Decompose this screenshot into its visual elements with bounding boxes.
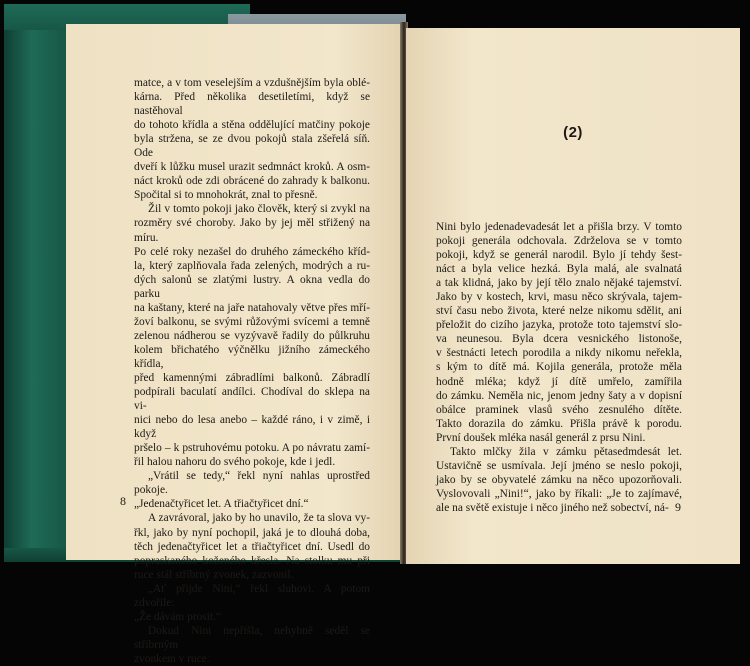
- text-line: byla stržena, se ze dvou pokojů stala zšeřelá síň. Ode: [134, 133, 370, 160]
- text-line: nici nebo do lesa anebo – každé ráno, i v zimě, i když: [134, 414, 370, 441]
- text-line: kárna. Před několika desetiletími, když se nastěhoval: [134, 91, 370, 118]
- text-line: jako by se obyvatelé zámku na něco upozorňovali.: [436, 473, 682, 486]
- text-line: „Že dávám prosit.“: [134, 610, 221, 623]
- text-line: náct kroků ode zdi obrácené do zahrady k balkonu.: [134, 175, 370, 188]
- text-line: popraskaného koženého křesla. Na stolku mu při: [134, 554, 370, 567]
- text-line: podpírali baculatí andílci. Chodíval do sklepa na vi-: [134, 386, 370, 413]
- text-line: „Ať přijde Nini,“ řekl sluhovi. A potom zdvořile:: [134, 582, 370, 609]
- text-line: pokoji, když se generál narodil. Bylo jí tehdy šest-: [436, 249, 682, 262]
- text-line: ruce stál stříbrný zvonek, zazvonil.: [134, 568, 294, 581]
- text-line: „Vrátil se tedy,“ řekl nyní nahlas uprostřed pokoje.: [134, 470, 370, 497]
- left-page: [66, 24, 402, 665]
- text-line: náct a byla velice hezká. Byla malá, ale svalnatá: [436, 263, 682, 276]
- text-line: pokoji generála odchovala. Zdrželova se v tomto: [436, 235, 682, 248]
- text-line: rozměry své choroby. Jako by jej měl střižený na míru.: [134, 217, 370, 244]
- text-line: Vyslovovali „Nini!“, jako by říkali: „Je to zajímavé,: [436, 487, 682, 500]
- text-line: řil halou nahoru do svého pokoje, kde i jedl.: [134, 456, 336, 469]
- text-line: Takto dorazila do zámku. Přišla právě k porodu.: [436, 417, 682, 430]
- text-line: První doušek mléka nasál generál z prsu Nini.: [436, 431, 646, 444]
- text-line: Žil v tomto pokoji jako člověk, který si zvykl na: [148, 203, 370, 216]
- text-line: kolem břichatého výčnělku jižního zámeckého křídla,: [134, 343, 370, 370]
- text-line: před kamennými zábradlími balkonů. Zábradlí: [134, 371, 370, 384]
- text-line: obálce praminek vlasů svého zesnulého dítěte.: [436, 403, 682, 416]
- text-line: „Jedenačtyřicet let. A třiačtyřicet dní.“: [134, 498, 309, 511]
- text-line: těch jedenačtyřicet let a třiačtyřicet dní. Usedl do: [134, 540, 370, 553]
- text-line: žoví balkonu, se svými růžovými svícemi a temně: [134, 315, 370, 328]
- chapter-heading: (2): [563, 124, 583, 141]
- text-line: ale na světě existuje i něco jiného než sobectví, ná-: [436, 501, 669, 514]
- text-line: va neunesou. Byla dcera vesnického listonoše,: [436, 333, 682, 346]
- text-line: a tak klidná, jako by její tělo znalo nějaké tajemství.: [436, 277, 682, 290]
- left-page-text: [134, 76, 370, 666]
- text-line: Takto mlčky žila v zámku pětasedmdesát let.: [450, 445, 682, 458]
- text-line: matce, a v tom veselejším a vzdušnějším byla oblé-: [134, 77, 370, 89]
- text-line: Jako by v kostech, krvi, masu něco skrývala, tajem-: [436, 291, 682, 304]
- text-line: Dokud Nini nepřišla, nehybně seděl se stříbrným: [134, 624, 370, 651]
- right-page-text: [436, 220, 682, 515]
- text-line: dých salonů se zlatými lustry. A okna vedla do parku: [134, 273, 370, 300]
- page-number-right: 9: [675, 500, 681, 514]
- text-line: hodně mléka; když jí dítě umřelo, zamířila: [436, 375, 682, 388]
- text-line: ství času nebo života, které nelze nikomu sdělit, ani: [436, 305, 682, 318]
- text-line: Nini bylo jedenadevadesát let a přišla brzy. V tomto: [436, 221, 682, 233]
- text-line: přeložit do cizího jazyka, protože toto tajemství slo-: [436, 319, 682, 332]
- page-number-left: 8: [120, 494, 126, 508]
- text-line: Po celé roky nezašel do druhého zámeckého kříd-: [134, 245, 370, 258]
- text-line: dveří k lůžku musel urazit sedmnáct kroků. A osm-: [134, 161, 370, 174]
- text-line: zelenou nádherou se vyzývavě řadily do půlkruhu: [134, 329, 370, 342]
- text-line: do zámku. Neměla nic, jenom jedny šaty a v dopisní: [436, 389, 682, 402]
- text-line: zvonkem v ruce.: [134, 652, 210, 665]
- text-line: řkl, jako by nyní pochopil, jaká je to dlouhá doba,: [134, 526, 370, 539]
- text-line: A zavrávoral, jako by ho unavilo, že ta slova vy-: [148, 512, 370, 525]
- text-line: Ustavičně se usmívala. Její jméno se neslo pokoji,: [436, 459, 682, 472]
- text-line: pršelo – k pstruhovému potoku. A po návratu zamí-: [134, 442, 370, 455]
- text-line: do tohoto křídla a stěna oddělující matčiny pokoje: [134, 119, 370, 132]
- text-line: na kaštany, které na jaře natahovaly větve přes mří-: [134, 301, 370, 314]
- book-cover-spine: [4, 6, 66, 562]
- right-page: [406, 28, 740, 564]
- text-line: s kým to dítě má. Kojila generála, protože měla: [436, 361, 682, 374]
- text-line: Spočital si to mnohokrát, znal to přesně.: [134, 189, 318, 202]
- text-line: la, který zaplňovala řada zelených, modrých a ru-: [134, 259, 370, 272]
- text-line: v šestnácti letech porodila a nikdy nikomu neřekla,: [436, 347, 682, 360]
